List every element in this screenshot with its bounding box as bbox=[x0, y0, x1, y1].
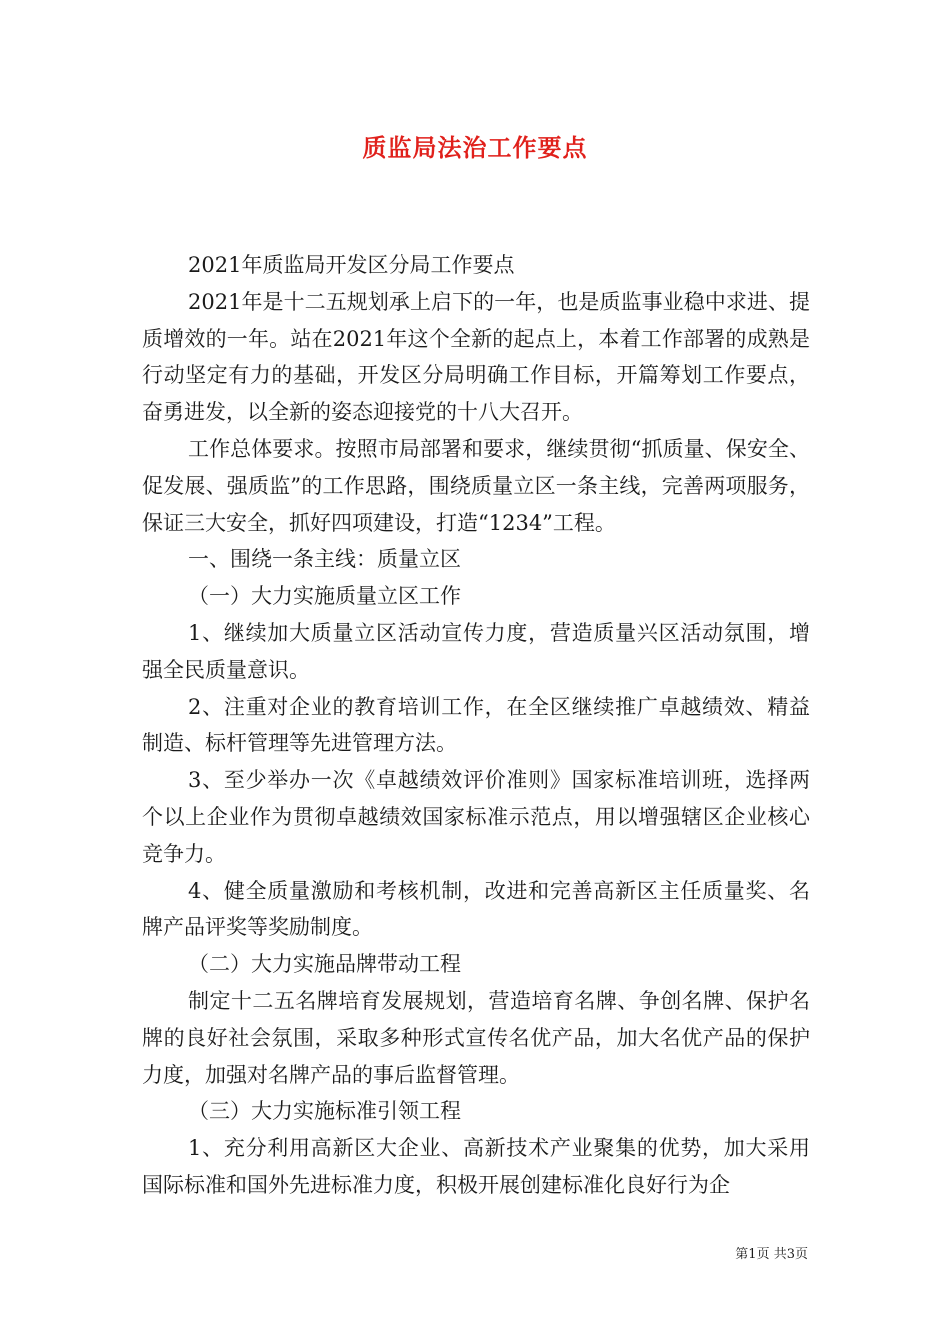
list-item-standards-1: 1、充分利用高新区大企业、高新技术产业聚集的优势，加大采用国际标准和国外先进标准力度，积极开展创建标准化良好行为企 bbox=[142, 1136, 810, 1197]
list-item-4: 4、健全质量激励和考核机制，改进和完善高新区主任质量奖、名牌产品评奖等奖励制度。 bbox=[142, 878, 810, 940]
subsection-heading-1: （一）大力实施质量立区工作 bbox=[188, 584, 461, 609]
page-label-suffix: 页 bbox=[794, 1247, 808, 1262]
section-heading-1: 一、围绕一条主线：质量立区 bbox=[188, 547, 461, 572]
list-item-1: 1、继续加大质量立区活动宣传力度，营造质量兴区活动氛围，增强全民质量意识。 bbox=[142, 620, 810, 682]
page-label-mid: 页 共 bbox=[756, 1247, 787, 1262]
list-item-3: 3、至少举办一次《卓越绩效评价准则》国家标准培训班，选择两个以上企业作为贯彻卓越绩效国家标准示范点，用以增强辖区企业核心竞争力。 bbox=[142, 768, 810, 866]
page-number bbox=[735, 1245, 808, 1265]
list-item-2: 2、注重对企业的教育培训工作，在全区继续推广卓越绩效、精益制造、标杆管理等先进管理方法。 bbox=[142, 694, 810, 756]
subsection-heading-2: （二）大力实施品牌带动工程 bbox=[188, 952, 461, 977]
document-body bbox=[142, 247, 810, 1204]
paragraph-brand: 制定十二五名牌培育发展规划，营造培育名牌、争创名牌、保护名牌的良好社会氛围，采取多种形式宣传名优产品，加大名优产品的保护力度，加强对名牌产品的事后监督管理。 bbox=[142, 988, 810, 1087]
document-title: 质监局法治工作要点 bbox=[362, 133, 588, 162]
paragraph-overall-requirements: 工作总体要求。按照市局部署和要求，继续贯彻“抓质量、保安全、促发展、强质监”的工作思路，围绕质量立区一条主线，完善两项服务，保证三大安全，抓好四项建设，打造“1234”工程。 bbox=[142, 436, 810, 535]
page-total: 3 bbox=[786, 1247, 795, 1262]
paragraph-heading: 2021年质监局开发区分局工作要点 bbox=[188, 253, 515, 277]
page-label-prefix: 第 bbox=[735, 1247, 749, 1262]
page-current: 1 bbox=[748, 1247, 757, 1262]
subsection-heading-3: （三）大力实施标准引领工程 bbox=[188, 1099, 461, 1124]
paragraph-intro: 2021年是十二五规划承上启下的一年，也是质监事业稳中求进、提质增效的一年。站在2021年这个全新的起点上，本着工作部署的成熟是行动坚定有力的基础，开发区分局明确工作目标，开篇筹划工作要点，奋勇进发，以全新的姿态迎接党的十八大召开。 bbox=[142, 289, 810, 425]
